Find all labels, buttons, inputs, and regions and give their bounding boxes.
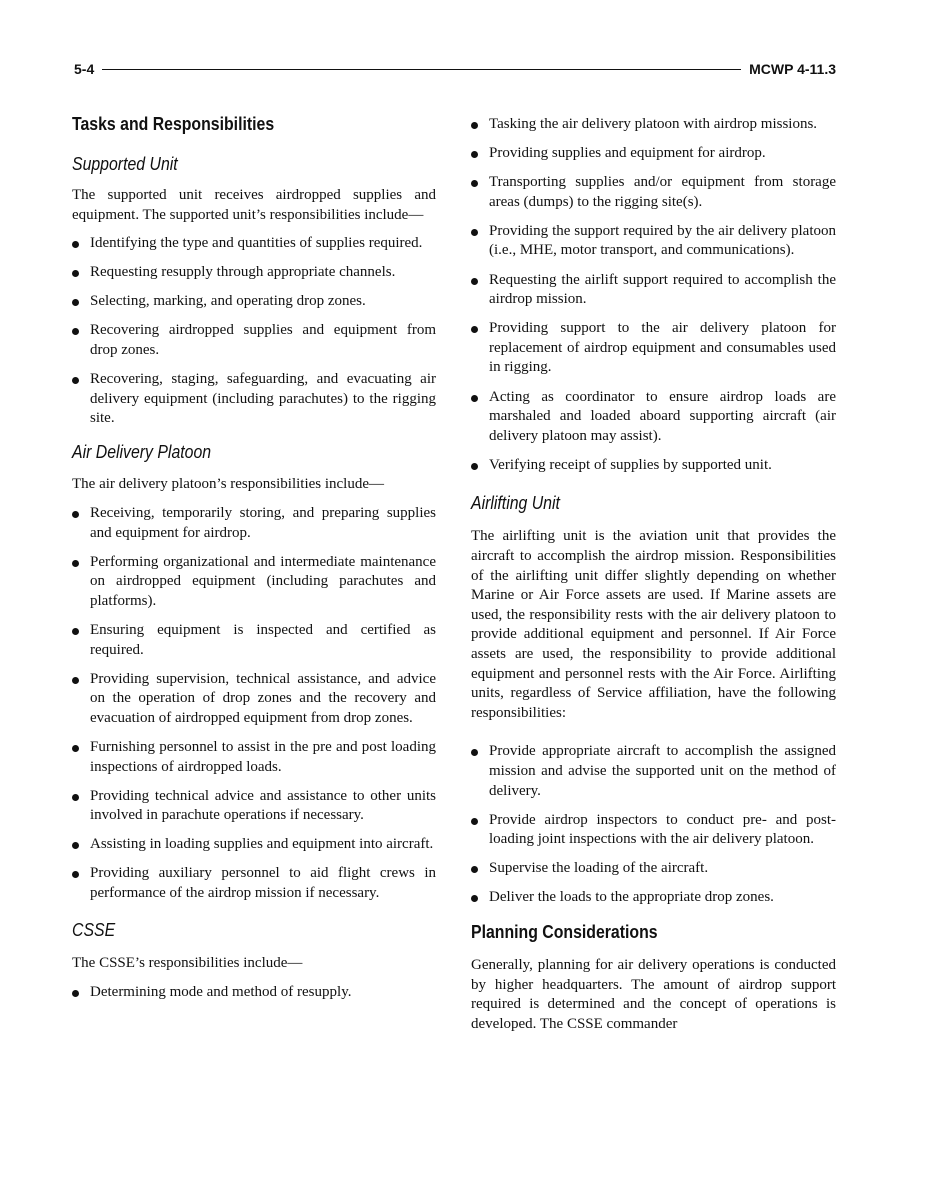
list-item: Recovering, staging, safeguarding, and evacuating air delivery equipment (including parachutes) to the rigging site. xyxy=(72,370,436,429)
bullet-icon xyxy=(72,871,79,878)
list-item: Supervise the loading of the aircraft. xyxy=(471,859,836,879)
list-item: Furnishing personnel to assist in the pre and post loading inspections of airdropped loads. xyxy=(72,738,436,777)
page-header xyxy=(74,58,836,80)
bullet-icon xyxy=(72,241,79,248)
bullet-icon xyxy=(72,511,79,518)
list-item: Providing technical advice and assistance to other units involved in parachute operations if necessary. xyxy=(72,787,436,826)
bullet-icon xyxy=(72,628,79,635)
airlifting-unit-list xyxy=(471,742,836,908)
list-item: Transporting supplies and/or equipment from storage areas (dumps) to the rigging site(s). xyxy=(471,173,836,212)
bullet-icon xyxy=(72,677,79,684)
planning-text: Generally, planning for air delivery operations is conducted by higher headquarters. The amount of airdrop support required is determined and the concept of operations is developed. The CSSE commander xyxy=(471,957,836,1032)
list-item: Determining mode and method of resupply. xyxy=(72,983,436,1003)
air-delivery-platoon-intro: The air delivery platoon’s responsibilities include— xyxy=(72,476,385,493)
airlifting-unit-heading: Airlifting Unit xyxy=(471,493,560,514)
list-item: Acting as coordinator to ensure airdrop loads are marshaled and loaded aboard supporting aircraft (air delivery platoon may assist). xyxy=(471,388,836,447)
bullet-icon xyxy=(72,270,79,277)
list-item: Providing auxiliary personnel to aid flight crews in performance of the airdrop mission if necessary. xyxy=(72,864,436,903)
airlifting-unit-intro: The airlifting unit is the aviation unit that provides the aircraft to accomplish the airdrop mission. Responsibilities of the airlifting unit differ slightly depending on whether Marine or Air Force assets are used. If Marine assets are used, the responsibility rests with the air delivery platoon to provide additional equipment and personnel. If Air Force assets are used, the responsibility to provide additional equipment and personnel rests with the Air Force. Airlifting units, regardless of Service affiliation, have the following responsibilities: xyxy=(471,528,836,721)
supported-unit-intro: The supported unit receives airdropped supplies and equipment. The supported unit’s responsibilities include— xyxy=(72,187,436,223)
list-item: Recovering airdropped supplies and equipment from drop zones. xyxy=(72,321,436,360)
list-item: Ensuring equipment is inspected and certified as required. xyxy=(72,621,436,660)
bullet-icon xyxy=(72,794,79,801)
bullet-icon xyxy=(72,299,79,306)
supported-unit-heading: Supported Unit xyxy=(72,154,178,174)
air-delivery-platoon-heading: Air Delivery Platoon xyxy=(72,442,212,463)
bullet-icon xyxy=(72,990,79,997)
bullet-icon xyxy=(72,377,79,384)
list-item: Providing the support required by the air delivery platoon (i.e., MHE, motor transport, and communications). xyxy=(471,222,836,261)
bullet-icon xyxy=(471,463,478,470)
left-column xyxy=(72,110,436,1012)
bullet-icon xyxy=(72,560,79,567)
list-item: Provide appropriate aircraft to accomplish the assigned mission and advise the supported unit on the method of delivery. xyxy=(471,742,836,801)
header-rule xyxy=(102,69,741,70)
section-title: Tasks and Responsibilities xyxy=(72,114,275,134)
csse-list xyxy=(72,983,436,1003)
list-item: Selecting, marking, and operating drop zones. xyxy=(72,292,436,312)
bullet-icon xyxy=(471,749,478,756)
list-item: Deliver the loads to the appropriate drop zones. xyxy=(471,888,836,908)
bullet-icon xyxy=(471,278,478,285)
bullet-icon xyxy=(471,122,478,129)
bullet-icon xyxy=(72,328,79,335)
list-item: Requesting the airlift support required to accomplish the airdrop mission. xyxy=(471,271,836,310)
list-item: Provide airdrop inspectors to conduct pre- and post-loading joint inspections with the air delivery platoon. xyxy=(471,811,836,850)
bullet-icon xyxy=(471,818,478,825)
publication-id: MCWP 4-11.3 xyxy=(749,61,836,77)
list-item: Requesting resupply through appropriate channels. xyxy=(72,263,436,283)
csse-list-continued xyxy=(471,115,836,475)
list-item: Identifying the type and quantities of supplies required. xyxy=(72,234,436,254)
bullet-icon xyxy=(471,180,478,187)
list-item: Providing supervision, technical assistance, and advice on the operation of drop zones and the recovery and evacuation of airdropped equipment from drop zones. xyxy=(72,670,436,729)
list-item: Receiving, temporarily storing, and preparing supplies and equipment for airdrop. xyxy=(72,504,436,543)
csse-intro: The CSSE’s responsibilities include— xyxy=(72,954,303,971)
list-item: Providing support to the air delivery platoon for replacement of airdrop equipment and consumables used in rigging. xyxy=(471,319,836,378)
bullet-icon xyxy=(471,151,478,158)
bullet-icon xyxy=(471,895,478,902)
list-item: Assisting in loading supplies and equipment into aircraft. xyxy=(72,835,436,855)
right-column xyxy=(471,115,836,1034)
bullet-icon xyxy=(471,326,478,333)
list-item: Performing organizational and intermediate maintenance on airdropped equipment (including parachutes and platforms). xyxy=(72,553,436,612)
air-delivery-platoon-list xyxy=(72,504,436,904)
list-item: Providing supplies and equipment for airdrop. xyxy=(471,144,836,164)
list-item: Tasking the air delivery platoon with airdrop missions. xyxy=(471,115,836,135)
bullet-icon xyxy=(471,395,478,402)
supported-unit-list xyxy=(72,234,436,429)
csse-heading: CSSE xyxy=(72,919,116,940)
bullet-icon xyxy=(72,842,79,849)
bullet-icon xyxy=(72,745,79,752)
list-item: Verifying receipt of supplies by supported unit. xyxy=(471,456,836,476)
bullet-icon xyxy=(471,229,478,236)
page-number: 5-4 xyxy=(74,61,95,77)
bullet-icon xyxy=(471,866,478,873)
planning-heading: Planning Considerations xyxy=(471,922,658,942)
